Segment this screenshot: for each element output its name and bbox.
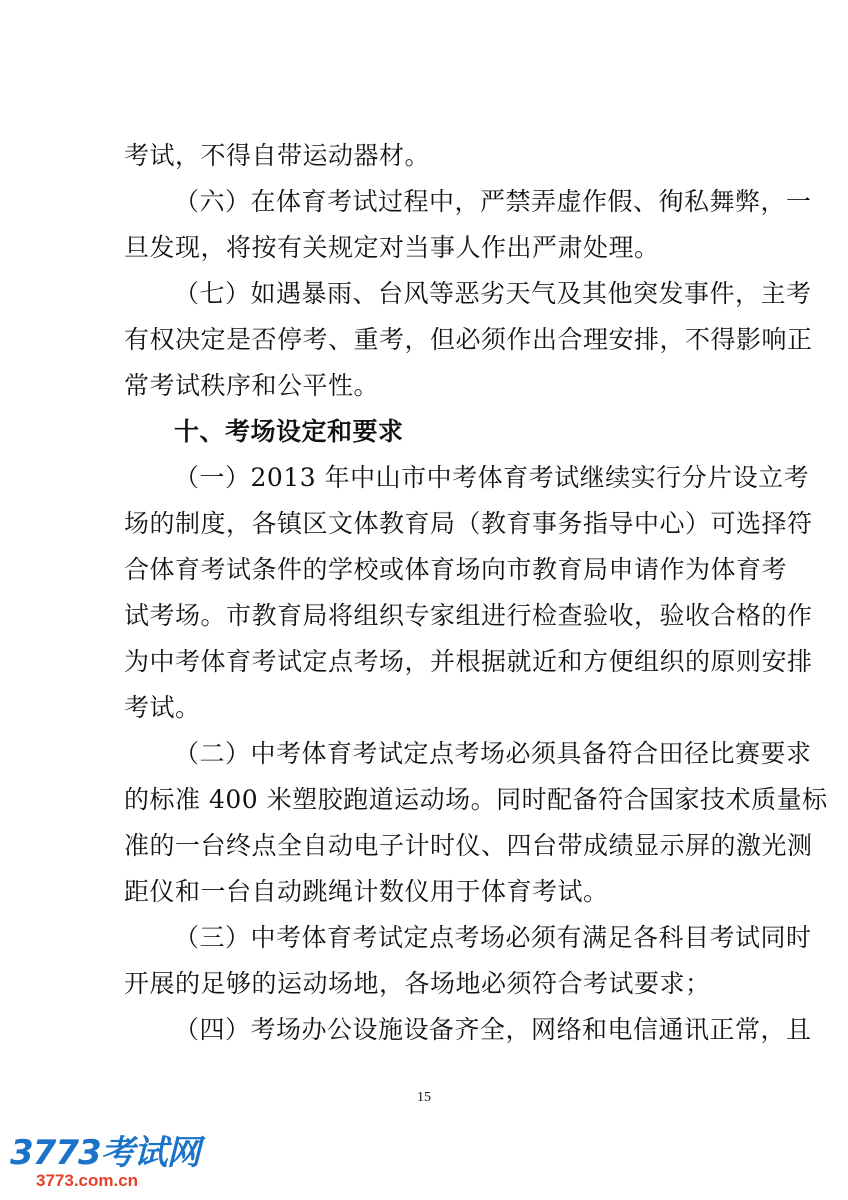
text-line: 准的一台终点全自动电子计时仪、四台带成绩显示屏的激光测 xyxy=(124,831,813,860)
text-line: 的标准 400 米塑胶跑道运动场。同时配备符合国家技术质量标 xyxy=(124,785,828,814)
page-number: 15 xyxy=(417,1090,431,1105)
text-line: 距仪和一台自动跳绳计数仪用于体育考试。 xyxy=(124,877,609,906)
text-line: （二）中考体育考试定点考场必须具备符合田径比赛要求 xyxy=(174,739,812,768)
text-line: 试考场。市教育局将组织专家组进行检查验收，验收合格的作 xyxy=(124,601,813,630)
text-line: （七）如遇暴雨、台风等恶劣天气及其他突发事件，主考 xyxy=(174,279,812,308)
text-line: （四）考场办公设施设备齐全，网络和电信通讯正常，且 xyxy=(174,1015,812,1044)
text-line: 考试，不得自带运动器材。 xyxy=(124,141,431,170)
watermark-url: 3773.com.cn xyxy=(36,1171,139,1190)
text-line: 有权决定是否停考、重考，但必须作出合理安排，不得影响正 xyxy=(124,325,813,354)
watermark-main-text: 3773考试网 xyxy=(10,1133,200,1173)
text-line: （三）中考体育考试定点考场必须有满足各科目考试同时 xyxy=(174,923,812,952)
text-line: 合体育考试条件的学校或体育场向市教育局申请作为体育考 xyxy=(124,555,788,584)
text-line: 旦发现，将按有关规定对当事人作出严肃处理。 xyxy=(124,233,660,262)
text-line: 为中考体育考试定点考场，并根据就近和方便组织的原则安排 xyxy=(124,647,813,676)
text-line: 场的制度，各镇区文体教育局（教育事务指导中心）可选择符 xyxy=(124,509,813,538)
text-line: 开展的足够的运动场地，各场地必须符合考试要求； xyxy=(124,969,711,998)
text-line: 考试。 xyxy=(124,693,201,722)
section-heading: 十、考场设定和要求 xyxy=(174,417,404,446)
site-watermark-logo xyxy=(10,1133,200,1193)
text-line: （一）2013 年中山市中考体育考试继续实行分片设立考 xyxy=(174,463,810,492)
text-line: （六）在体育考试过程中，严禁弄虚作假、徇私舞弊，一 xyxy=(174,187,812,216)
text-line: 常考试秩序和公平性。 xyxy=(124,371,380,400)
